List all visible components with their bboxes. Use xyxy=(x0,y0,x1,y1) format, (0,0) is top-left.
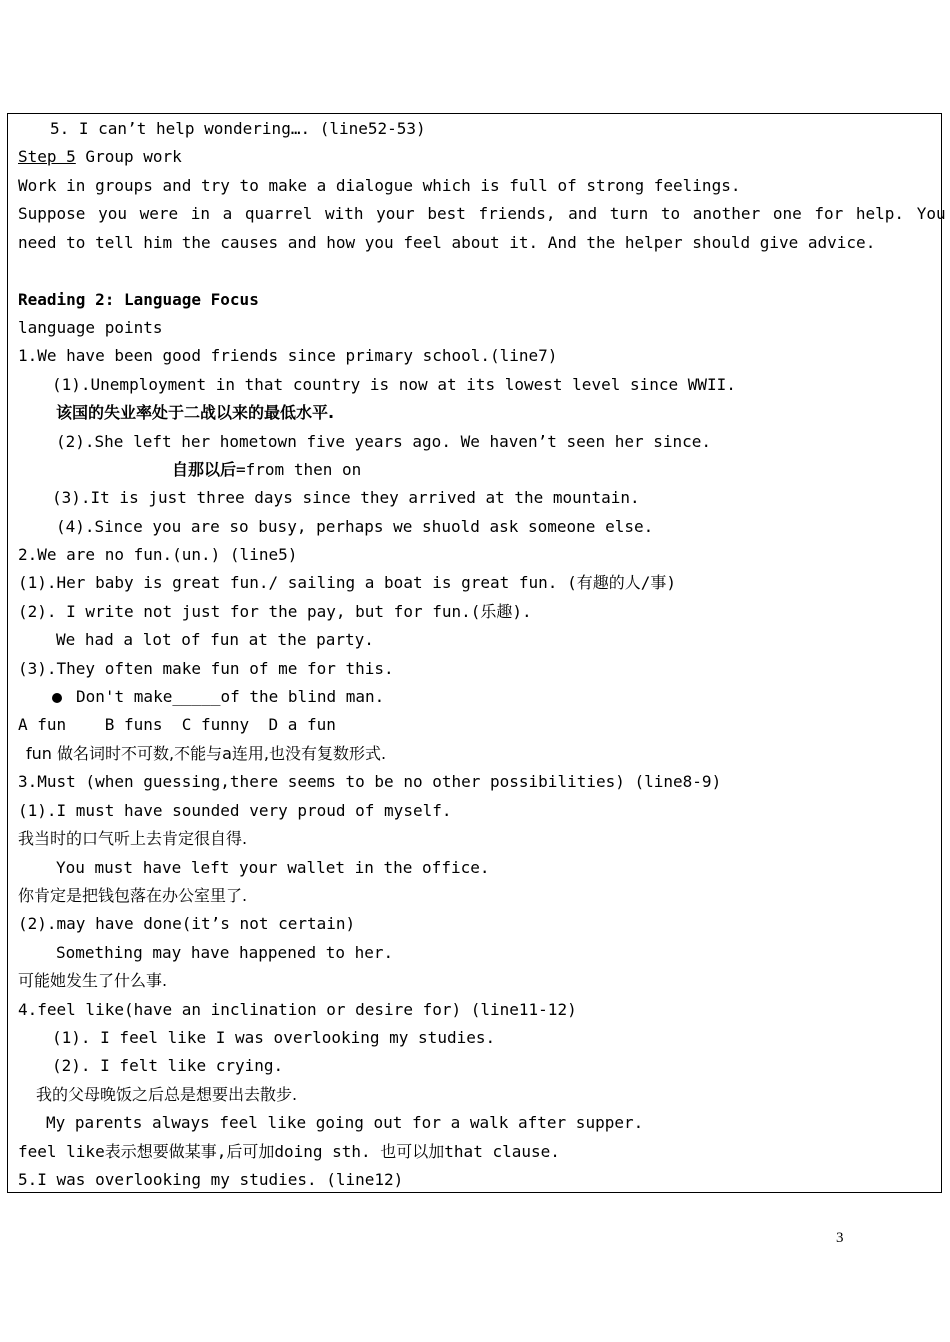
text-line: Something may have happened to her. xyxy=(56,943,394,962)
text-line: My parents always feel like going out for a walk after supper. xyxy=(46,1113,644,1132)
translation-line: 我当时的口气听上去肯定很自得. xyxy=(18,829,248,848)
translation-inline: 自那以后 xyxy=(172,460,237,479)
text-line: language points xyxy=(18,318,163,337)
text-line: (1). I feel like I was overlooking my studies. xyxy=(52,1028,496,1047)
text-line: (3).It is just three days since they arrived at the mountain. xyxy=(52,488,640,507)
text-line: We had a lot of fun at the party. xyxy=(56,630,374,649)
exercise-line xyxy=(52,687,384,707)
translation-line: 我的父母晚饭之后总是想要出去散步. xyxy=(36,1085,298,1104)
text-line: 5. I can’t help wondering…. (line52-53) xyxy=(50,119,426,138)
text-line: 4.feel like(have an inclination or desire for) (line11-12) xyxy=(18,1000,577,1019)
bullet-icon xyxy=(52,693,62,703)
page-number: 3 xyxy=(836,1230,844,1246)
exercise-options: A fun B funs C funny D a fun xyxy=(18,715,336,734)
text-line: 1.We have been good friends since primary school.(line7) xyxy=(18,346,558,365)
text-line: (1).Unemployment in that country is now at its lowest level since WWII. xyxy=(52,375,736,394)
text-line: (4).Since you are so busy, perhaps we shuold ask someone else. xyxy=(56,517,654,536)
text-line: (1).I must have sounded very proud of myself. xyxy=(18,801,452,820)
translation-line: 你肯定是把钱包落在办公室里了. xyxy=(18,886,248,905)
text-line: fun 做名词时不可数,不能与a连用,也没有复数形式. xyxy=(26,744,387,763)
text-line: 5.I was overlooking my studies. (line12) xyxy=(18,1170,404,1189)
text-line: 2.We are no fun.(un.) (line5) xyxy=(18,545,298,564)
translation-line: 该国的失业率处于二战以来的最低水平. xyxy=(56,403,335,422)
section-heading: Reading 2: Language Focus xyxy=(18,290,259,309)
step-heading xyxy=(18,147,182,167)
text-line: feel like表示想要做某事,后可加doing sth. 也可以加that clause. xyxy=(18,1142,560,1161)
text-line: (3).They often make fun of me for this. xyxy=(18,659,394,678)
text-line: Work in groups and try to make a dialogue which is full of strong feelings. xyxy=(18,176,741,195)
text-line: (2).may have done(it’s not certain) xyxy=(18,914,356,933)
translation-line: 可能她发生了什么事. xyxy=(18,971,168,990)
text-line: (1).Her baby is great fun./ sailing a boat is great fun. (有趣的人/事) xyxy=(18,573,676,592)
text-line: Suppose you were in a quarrel with your best friends, and turn to another one for help. You xyxy=(18,204,946,223)
text-line: (2).She left her hometown five years ago. We haven’t seen her since. xyxy=(56,432,712,451)
text-line xyxy=(172,460,361,480)
exercise-question: Don't make_____of the blind man. xyxy=(76,687,385,706)
step-title: Group work xyxy=(75,147,182,166)
text-line: (2). I write not just for the pay, but for fun.(乐趣). xyxy=(18,602,532,621)
text-line: You must have left your wallet in the office. xyxy=(56,858,490,877)
text-line: (2). I felt like crying. xyxy=(52,1056,284,1075)
text-line: 3.Must (when guessing,there seems to be no other possibilities) (line8-9) xyxy=(18,772,722,791)
text-inline: =from then on xyxy=(236,460,362,479)
step-label: Step 5 xyxy=(18,147,76,166)
text-line: need to tell him the causes and how you feel about it. And the helper should give advice. xyxy=(18,233,876,252)
